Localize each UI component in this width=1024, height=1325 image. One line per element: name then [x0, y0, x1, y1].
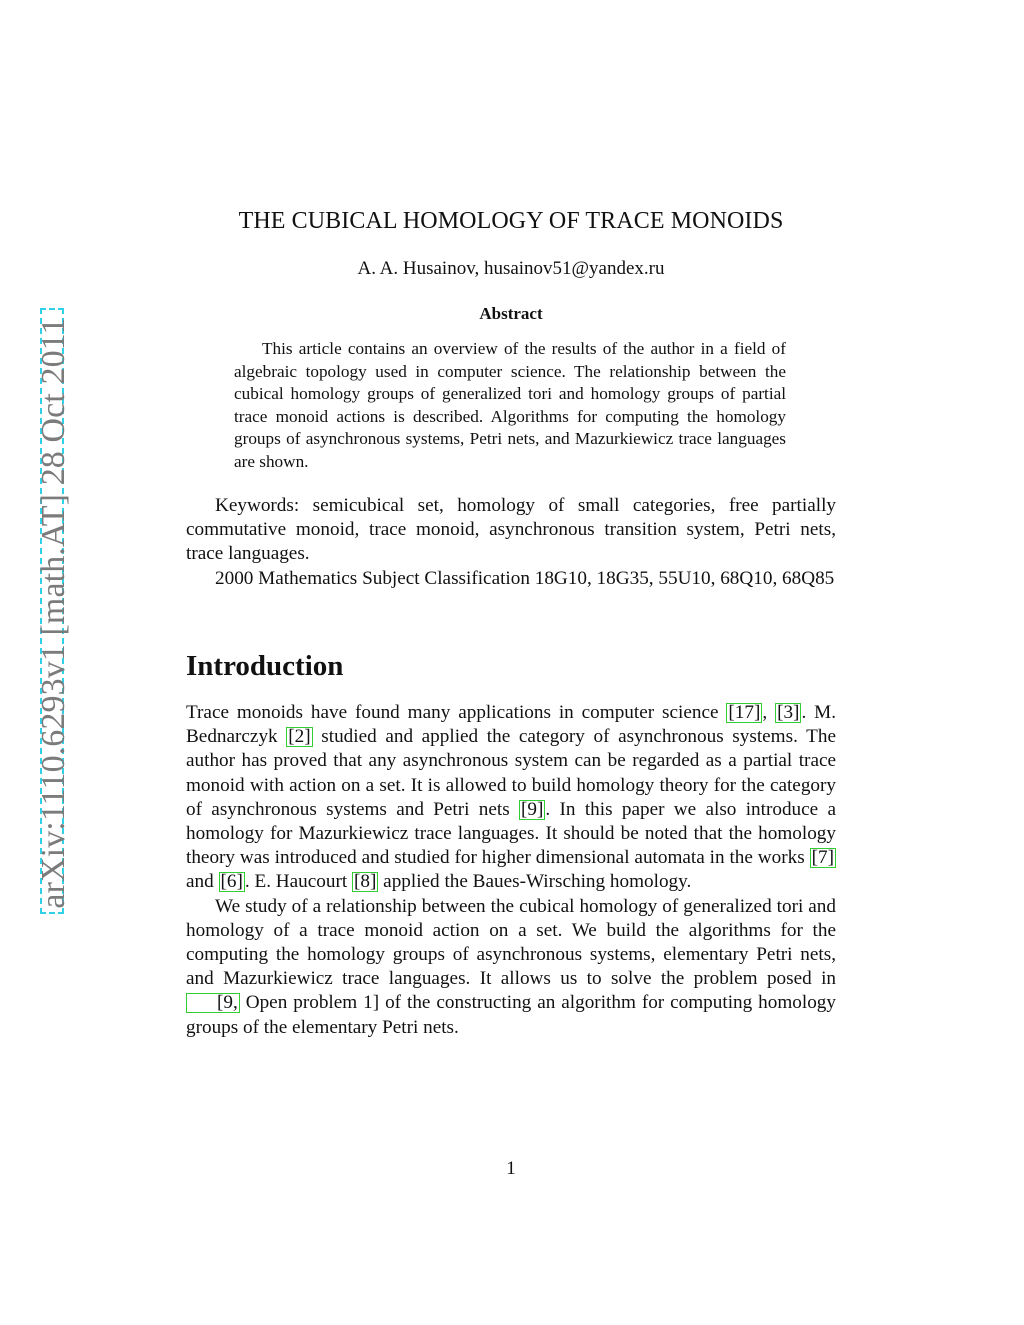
- arxiv-stamp: [35, 308, 72, 914]
- text-run: Open problem 1] of the constructing an algorithm for computing homology groups of the elementary Petri nets.: [186, 992, 836, 1038]
- text-run: . In this paper we also introduce a homology for Mazurkiewicz trace languages. It should be noted that the homology theory was introduced and studied for higher dimensional automata in the works: [186, 798, 836, 869]
- msc-classification: 2000 Mathematics Subject Classification 18G10, 18G35, 55U10, 68Q10, 68Q85: [215, 567, 835, 589]
- text-run: . E. Haucourt: [244, 871, 352, 893]
- paper-title: THE CUBICAL HOMOLOGY OF TRACE MONOIDS: [238, 208, 784, 234]
- citation-link[interactable]: [3]: [777, 702, 800, 723]
- citation-link[interactable]: [2]: [288, 726, 311, 748]
- page-number: 1: [506, 1158, 516, 1179]
- abstract-text: This article contains an overview of the results of the author in a field of algebraic topology used in computer science. The relationship between the cubical homology groups of generalized tori and homology groups of partial trace monoid actions is described. Algorithms for computing the homology groups of asynchronous systems, Petri nets, and Mazurkiewicz trace languages are shown.: [234, 339, 786, 471]
- text-run: Trace monoids have found many applications in computer science: [186, 702, 727, 723]
- text-run: . M. Bednarczyk: [186, 702, 836, 748]
- keywords-block: [186, 494, 836, 591]
- intro-paragraph-2: [186, 895, 836, 1040]
- citation-link[interactable]: [6]: [220, 871, 243, 893]
- abstract-heading: Abstract: [479, 304, 543, 323]
- text-run: and: [186, 871, 219, 893]
- citation-link[interactable]: [17]: [728, 702, 761, 723]
- section-title: Introduction: [186, 650, 344, 682]
- citation-link[interactable]: [9]: [521, 798, 544, 820]
- author-line: A. A. Husainov, husainov51@yandex.ru: [357, 258, 665, 279]
- intro-paragraph-1: [186, 701, 836, 895]
- citation-link[interactable]: [9,: [186, 993, 240, 1013]
- arxiv-identifier: arXiv:1110.6293v1 [math.AT] 28 Oct 2011: [35, 317, 72, 909]
- keywords: Keywords: semicubical set, homology of small categories, free partially commutative monoid, trace monoid, asynchronous transition system, Petri nets, trace languages.: [186, 495, 836, 565]
- citation-link[interactable]: [7]: [811, 847, 834, 869]
- text-run: studied and applied the category of asynchronous systems. The author has proved that any asynchronous system can be regarded as a partial trace monoid with action on a set. It is allowed to build homology theory for the category of asynchronous systems and Petri nets: [186, 726, 836, 820]
- text-run: ,: [762, 702, 776, 723]
- introduction-body: [186, 701, 836, 1040]
- text-run: We study of a relationship between the cubical homology of generalized tori and homology of a trace monoid action on a set. We build the algorithms for the computing the homology groups of asynchronous systems, elementary Petri nets, and Mazurkiewicz trace languages. It allows us to solve the problem posed in: [186, 895, 836, 990]
- text-run: applied the Baues-Wirsching homology.: [378, 871, 692, 893]
- citation-link[interactable]: [8]: [354, 871, 377, 893]
